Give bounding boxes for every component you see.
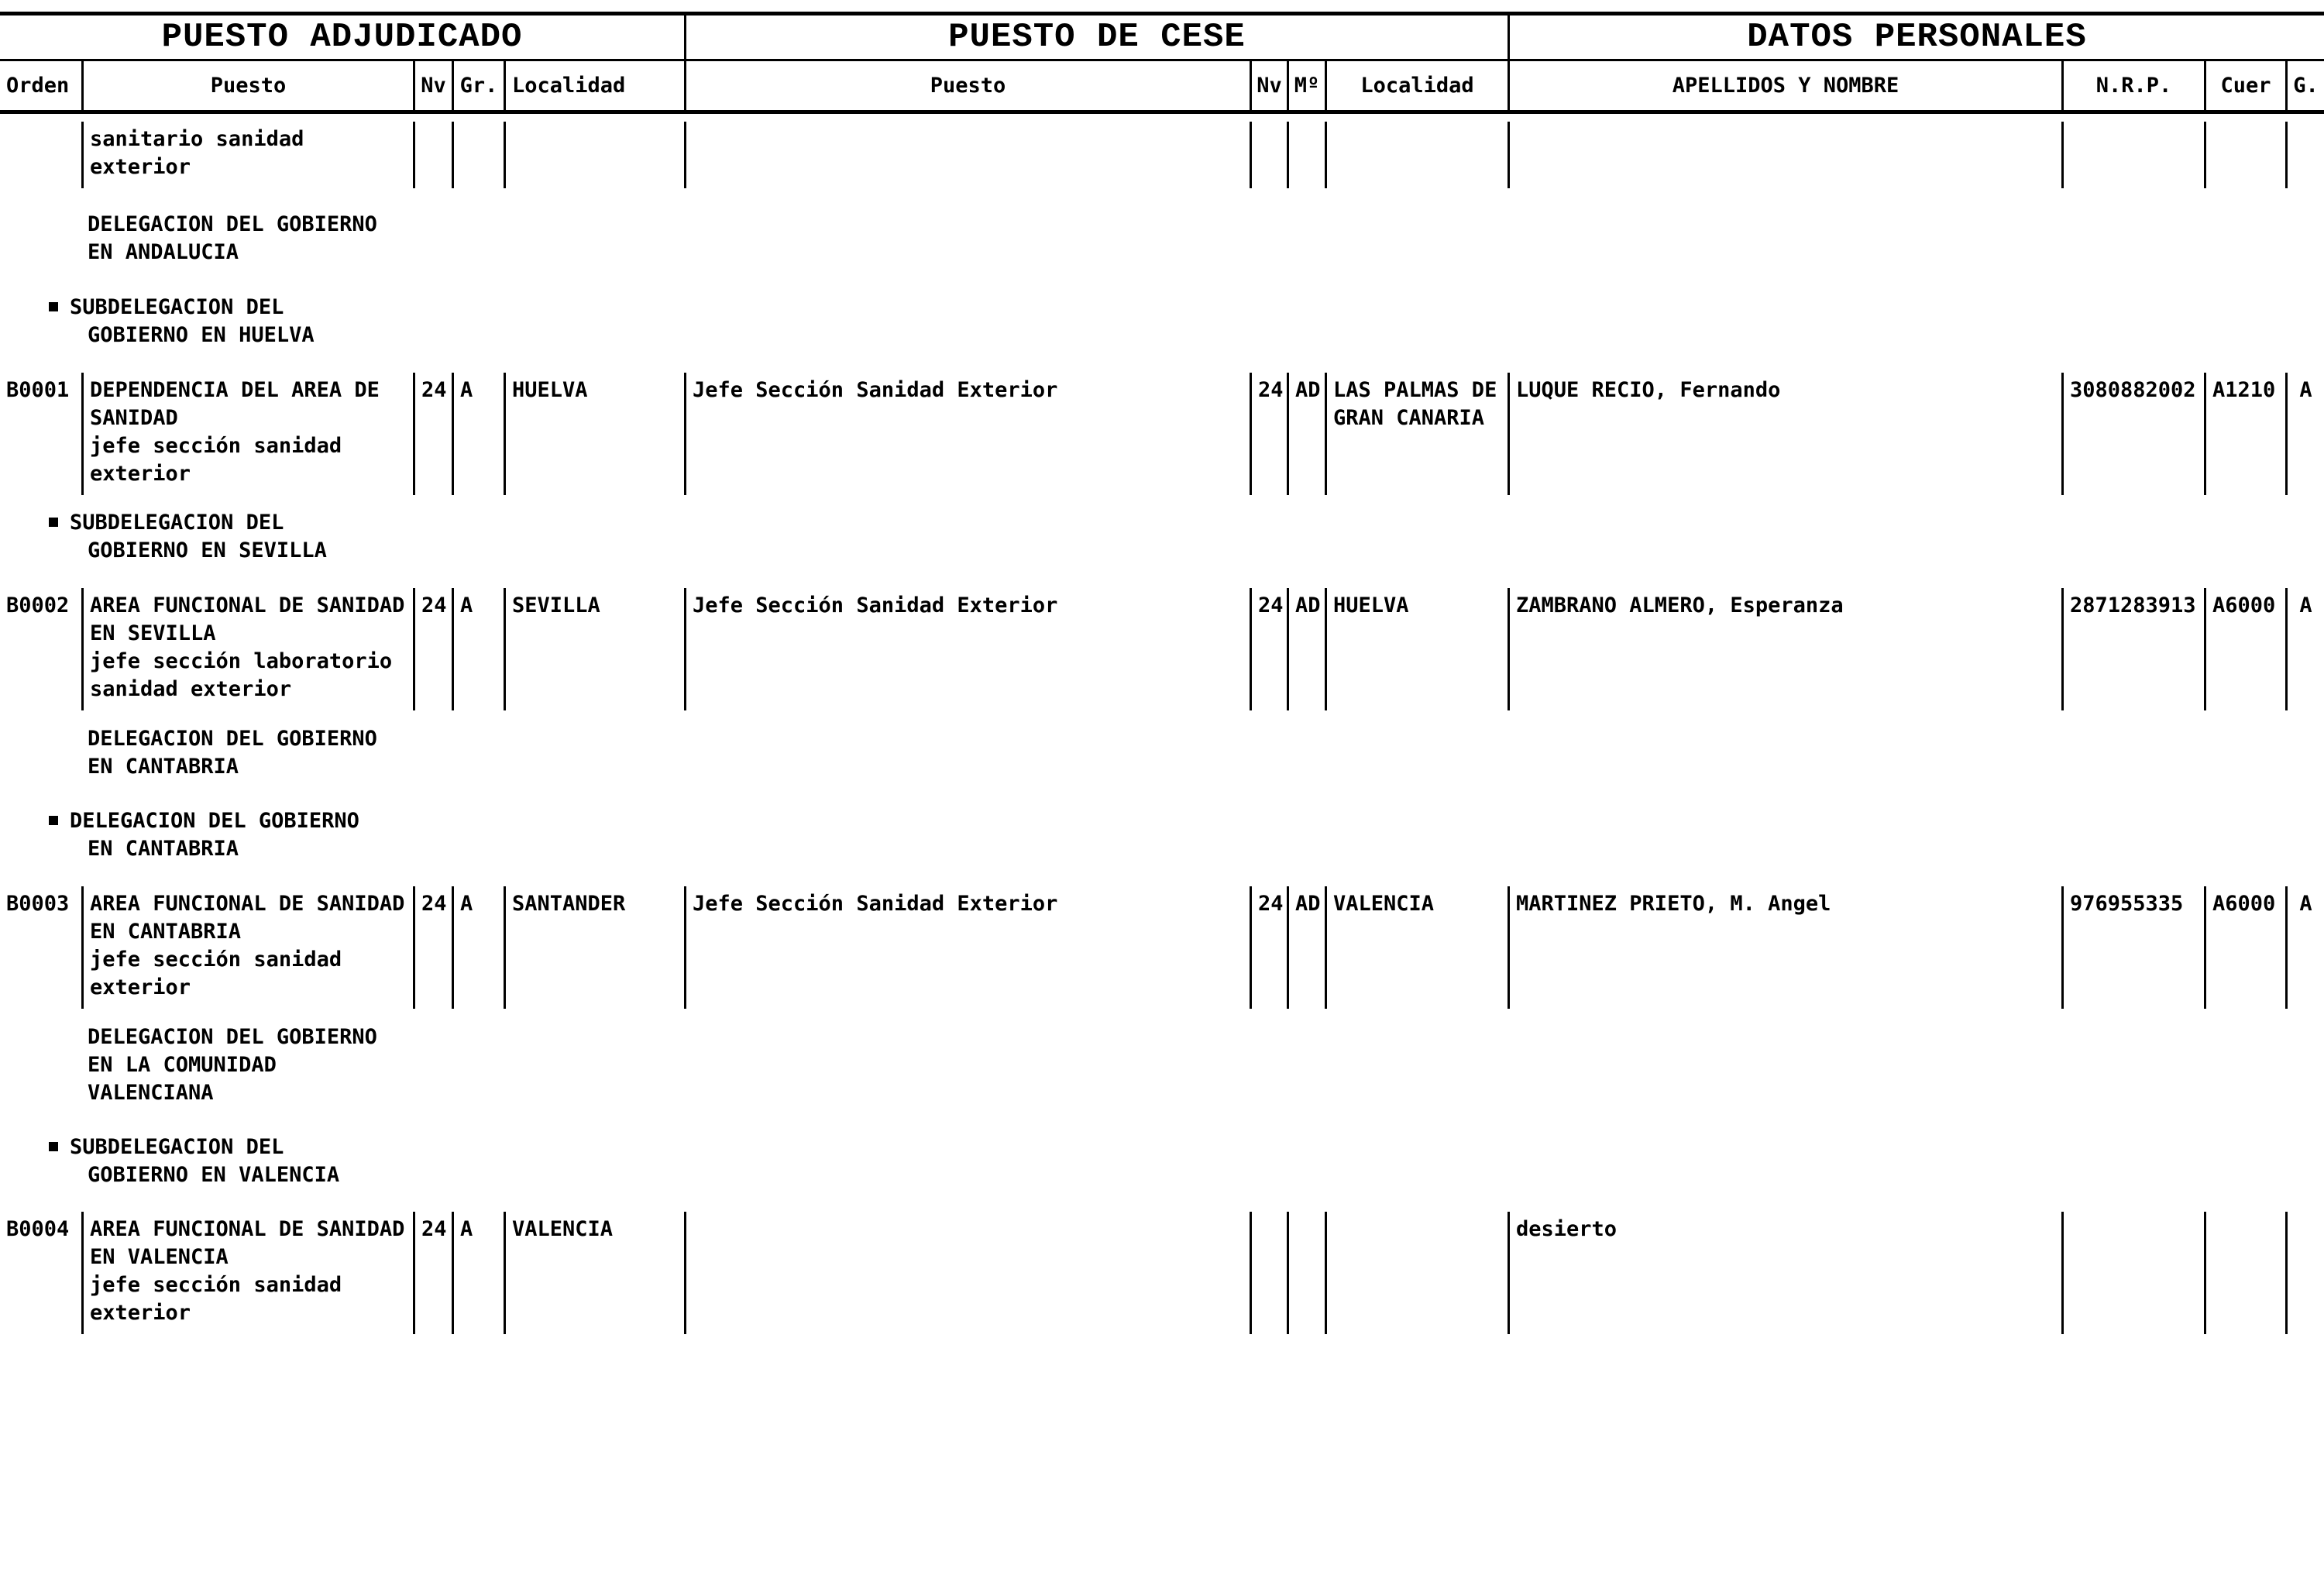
cell-cuerpo: A6000 <box>2204 886 2285 1009</box>
cell-ministerio: AD <box>1287 373 1325 495</box>
column-header-ministerio: Mº <box>1287 61 1325 110</box>
cell-localidad-cese: VALENCIA <box>1325 886 1508 1009</box>
cell-apellidos-nombre: LUQUE RECIO, Fernando <box>1508 373 2061 495</box>
heading-line: GOBIERNO EN HUELVA <box>88 323 315 347</box>
cell-ministerio: AD <box>1287 886 1325 1009</box>
column-header-grupo: G. <box>2285 61 2324 110</box>
cell-nrp: 3080882002 <box>2061 373 2204 495</box>
cell-localidad <box>504 122 684 188</box>
table-row-b0001 <box>0 373 2324 495</box>
table-header <box>0 12 2324 114</box>
heading-line: EN CANTABRIA <box>88 755 239 779</box>
heading-line: EN ANDALUCIA <box>88 240 239 264</box>
cell-puesto: AREA FUNCIONAL DE SANIDAD EN SEVILLA jefe sección laboratorio sanidad exterior <box>81 588 413 710</box>
cell-grupo <box>2285 122 2324 188</box>
cell-gr: A <box>452 1212 504 1334</box>
cell-orden: B0002 <box>6 593 70 617</box>
cell-localidad: VALENCIA <box>504 1212 684 1334</box>
cell-orden: B0003 <box>6 892 70 916</box>
cell-localidad-cese <box>1325 122 1508 188</box>
table-row-b0004 <box>0 1212 2324 1334</box>
cell-apellidos-nombre <box>1508 122 2061 188</box>
column-header-apellidos-nombre: APELLIDOS Y NOMBRE <box>1508 61 2061 110</box>
cell-orden: B0001 <box>6 378 70 402</box>
column-header-nv-cese: Nv <box>1250 61 1287 110</box>
column-header-localidad: Localidad <box>504 61 684 110</box>
heading-line: SUBDELEGACION DEL <box>49 509 2324 537</box>
group-heading-subdelegacion-cantabria <box>0 807 2324 863</box>
group-heading-subdelegacion-valencia <box>0 1133 2324 1189</box>
section-title-datos-personales: DATOS PERSONALES <box>1508 15 2324 59</box>
cell-orden <box>0 122 81 188</box>
heading-line: VALENCIANA <box>88 1081 214 1105</box>
cell-gr: A <box>452 886 504 1009</box>
cell-nv: 24 <box>413 1212 452 1334</box>
cell-ministerio <box>1287 122 1325 188</box>
heading-line: SUBDELEGACION DEL <box>49 294 2324 322</box>
heading-line: SUBDELEGACION DEL <box>49 1133 2324 1161</box>
heading-line: DELEGACION DEL GOBIERNO <box>88 1025 377 1049</box>
cell-nv-cese: 24 <box>1250 886 1287 1009</box>
cell-puesto-cese: Jefe Sección Sanidad Exterior <box>684 886 1250 1009</box>
group-heading-delegacion-valenciana <box>0 1023 2324 1107</box>
cell-nv <box>413 122 452 188</box>
cell-nrp: 976955335 <box>2061 886 2204 1009</box>
cell-nv: 24 <box>413 886 452 1009</box>
cell-nrp <box>2061 1212 2204 1334</box>
group-heading-subdelegacion-huelva <box>0 294 2324 349</box>
bullet-icon <box>49 518 58 527</box>
column-header-orden: Orden <box>6 74 70 98</box>
section-title-puesto-de-cese: PUESTO DE CESE <box>684 15 1508 59</box>
cell-puesto-cese: Jefe Sección Sanidad Exterior <box>684 588 1250 710</box>
cell-nv-cese <box>1250 122 1287 188</box>
column-header-puesto: Puesto <box>81 61 413 110</box>
cell-gr: A <box>452 373 504 495</box>
cell-grupo <box>2285 1212 2324 1334</box>
cell-localidad: HUELVA <box>504 373 684 495</box>
bullet-icon <box>49 816 58 825</box>
cell-puesto: DEPENDENCIA DEL AREA DE SANIDAD jefe sección sanidad exterior <box>81 373 413 495</box>
group-heading-subdelegacion-sevilla <box>0 509 2324 565</box>
column-headers-row <box>0 61 2324 114</box>
cell-nrp: 2871283913 <box>2061 588 2204 710</box>
cell-apellidos-nombre: ZAMBRANO ALMERO, Esperanza <box>1508 588 2061 710</box>
cell-puesto: sanitario sanidad exterior <box>81 122 413 188</box>
cell-cuerpo: A6000 <box>2204 588 2285 710</box>
table-row-b0003 <box>0 886 2324 1009</box>
cell-ministerio <box>1287 1212 1325 1334</box>
cell-localidad: SANTANDER <box>504 886 684 1009</box>
cell-ministerio: AD <box>1287 588 1325 710</box>
cell-nv-cese <box>1250 1212 1287 1334</box>
section-titles-row <box>0 12 2324 61</box>
cell-puesto: AREA FUNCIONAL DE SANIDAD EN VALENCIA jefe sección sanidad exterior <box>81 1212 413 1334</box>
cell-nv-cese: 24 <box>1250 373 1287 495</box>
column-header-nrp: N.R.P. <box>2061 61 2204 110</box>
table-row-continuation <box>0 122 2324 188</box>
column-header-gr: Gr. <box>452 61 504 110</box>
cell-nrp <box>2061 122 2204 188</box>
heading-line: GOBIERNO EN VALENCIA <box>88 1163 340 1187</box>
cell-cuerpo <box>2204 1212 2285 1334</box>
cell-nv: 24 <box>413 588 452 710</box>
heading-line: DELEGACION DEL GOBIERNO <box>88 727 377 751</box>
cell-grupo: A <box>2285 373 2324 495</box>
cell-apellidos-nombre: desierto <box>1508 1212 2061 1334</box>
cell-puesto-cese <box>684 122 1250 188</box>
cell-cuerpo: A1210 <box>2204 373 2285 495</box>
column-header-puesto-cese: Puesto <box>684 61 1250 110</box>
bullet-icon <box>49 1142 58 1151</box>
heading-line: GOBIERNO EN SEVILLA <box>88 538 327 562</box>
cell-localidad-cese <box>1325 1212 1508 1334</box>
cell-apellidos-nombre: MARTINEZ PRIETO, M. Angel <box>1508 886 2061 1009</box>
column-header-localidad-cese: Localidad <box>1325 61 1508 110</box>
column-header-nv: Nv <box>413 61 452 110</box>
heading-line: EN CANTABRIA <box>88 837 239 861</box>
cell-cuerpo <box>2204 122 2285 188</box>
cell-gr <box>452 122 504 188</box>
cell-nv-cese: 24 <box>1250 588 1287 710</box>
cell-grupo: A <box>2285 886 2324 1009</box>
cell-nv: 24 <box>413 373 452 495</box>
bullet-icon <box>49 302 58 311</box>
cell-localidad: SEVILLA <box>504 588 684 710</box>
cell-puesto: AREA FUNCIONAL DE SANIDAD EN CANTABRIA jefe sección sanidad exterior <box>81 886 413 1009</box>
section-title-puesto-adjudicado: PUESTO ADJUDICADO <box>161 18 523 57</box>
group-heading-delegacion-cantabria <box>0 725 2324 781</box>
cell-puesto-cese: Jefe Sección Sanidad Exterior <box>684 373 1250 495</box>
cell-localidad-cese: HUELVA <box>1325 588 1508 710</box>
heading-line: DELEGACION DEL GOBIERNO <box>88 212 377 236</box>
column-header-cuerpo: Cuer <box>2204 61 2285 110</box>
cell-puesto-cese <box>684 1212 1250 1334</box>
heading-line: DELEGACION DEL GOBIERNO <box>49 807 2324 835</box>
table-row-b0002 <box>0 588 2324 710</box>
cell-grupo: A <box>2285 588 2324 710</box>
group-heading-delegacion-andalucia <box>0 211 2324 267</box>
cell-localidad-cese: LAS PALMAS DE GRAN CANARIA <box>1325 373 1508 495</box>
heading-line: EN LA COMUNIDAD <box>88 1053 277 1077</box>
cell-gr: A <box>452 588 504 710</box>
cell-orden: B0004 <box>6 1217 70 1241</box>
